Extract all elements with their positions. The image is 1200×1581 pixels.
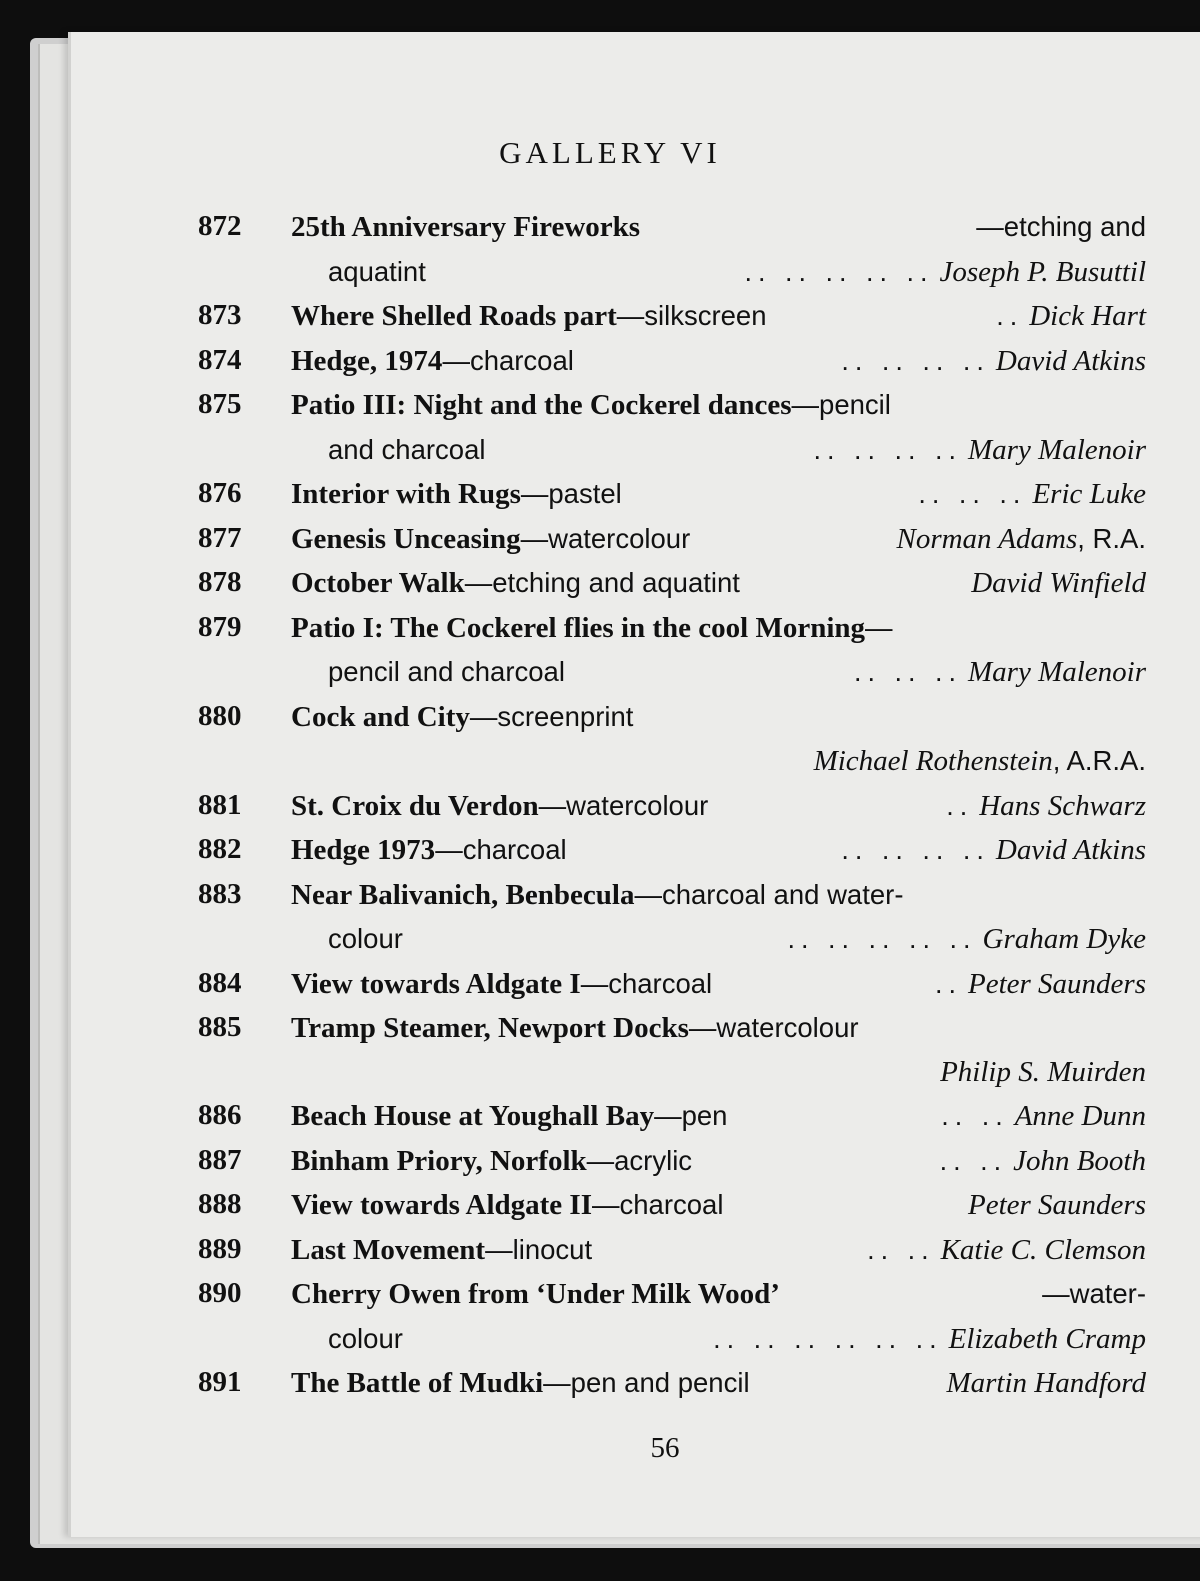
entry-medium: —charcoal [435, 834, 567, 865]
entry-artist: Anne Dunn [1014, 1100, 1146, 1132]
entry-number: 889 [198, 1232, 242, 1265]
entry-medium: —screenprint [469, 700, 634, 732]
entry-title: Near Balivanich, Benbecula [291, 878, 635, 911]
catalogue-entry [198, 1183, 1146, 1228]
entry-artist: Graham Dyke [982, 923, 1146, 955]
entry-continuation-line [328, 917, 1146, 962]
entry-title: 25th Anniversary Fireworks [291, 211, 641, 243]
entry-medium: —charcoal [580, 967, 713, 999]
entry-first-line [291, 1183, 1146, 1228]
dot-leader: .. [996, 301, 1024, 331]
entry-artist: Philip S. Muirden [940, 1055, 1146, 1088]
entry-number: 875 [198, 388, 242, 420]
catalogue-entry [198, 1139, 1146, 1184]
dot-leader: .. .. [939, 1145, 1008, 1176]
entry-first-line [291, 517, 1146, 562]
entry-continuation-line [328, 250, 1146, 295]
entry-number: 872 [198, 210, 242, 242]
entry-number: 878 [198, 566, 242, 598]
entry-title: Hedge 1973 [291, 834, 436, 866]
dot-leader: .. .. .. [918, 479, 1027, 509]
entry-title: St. Croix du Verdon [291, 789, 539, 822]
dot-leader: .. [946, 790, 974, 821]
entry-artist: John Booth [1013, 1144, 1146, 1177]
dot-leader: .. [934, 968, 962, 999]
entry-first-line [291, 1361, 1146, 1406]
catalogue-entry [198, 962, 1146, 1007]
entry-medium: —charcoal [592, 1189, 724, 1220]
entry-title: Patio III: Night and the Cockerel dances [291, 389, 792, 421]
entry-medium: —pen [654, 1100, 728, 1131]
entry-artist: Hans Schwarz [979, 789, 1146, 822]
entry-artist: David Atkins [995, 344, 1146, 377]
entry-first-line [291, 339, 1146, 384]
catalogue-entry [198, 561, 1146, 606]
entry-number: 873 [198, 299, 242, 331]
catalogue-entry [198, 472, 1146, 517]
entry-number: 884 [198, 966, 242, 999]
dot-leader: .. .. .. .. .. [787, 924, 977, 954]
entry-artist: Joseph P. Busuttil [939, 255, 1146, 288]
entry-number: 886 [198, 1099, 242, 1131]
entry-medium: —watercolour [688, 1012, 859, 1043]
entry-artist: Katie C. Clemson [940, 1233, 1146, 1266]
catalogue-entry [198, 1006, 1146, 1094]
catalogue-entry [198, 1272, 1146, 1361]
entry-first-line [291, 1006, 1146, 1051]
entry-medium: —etching and [976, 211, 1146, 242]
entry-artist: Norman Adams [896, 522, 1078, 555]
entry-first-line [291, 873, 1146, 918]
entry-continuation-line [328, 1317, 1146, 1362]
catalogue-entry-list [198, 205, 1146, 1406]
catalogue-entry [198, 784, 1146, 829]
entry-first-line [291, 1139, 1146, 1184]
catalogue-entry [198, 339, 1146, 384]
entry-first-line [291, 606, 1146, 651]
entry-number: 880 [198, 699, 242, 732]
entry-title: Patio I: The Cockerel flies in the cool Morning [291, 611, 866, 644]
entry-first-line [291, 1272, 1146, 1317]
catalogue-entry [198, 695, 1146, 784]
entry-medium-continued: pencil and charcoal [328, 656, 565, 687]
entry-first-line [291, 1228, 1146, 1273]
dot-leader: .. .. .. .. [841, 835, 990, 865]
catalogue-entry [198, 1228, 1146, 1273]
entry-first-line [291, 472, 1146, 517]
entry-number: 888 [198, 1188, 242, 1220]
entry-artist-line [328, 1051, 1146, 1095]
entry-title: Binham Priory, Norfolk [291, 1144, 587, 1177]
entry-artist-line [328, 739, 1146, 784]
entry-first-line [291, 294, 1146, 339]
dot-leader: .. .. .. .. .. .. [713, 1323, 943, 1354]
entry-artist: Dick Hart [1029, 300, 1146, 332]
catalogue-entry [198, 828, 1146, 873]
entry-medium: —watercolour [520, 522, 691, 554]
entry-title: View towards Aldgate II [291, 1189, 593, 1221]
entry-medium: —pencil [791, 389, 891, 420]
entry-artist: Martin Handford [946, 1367, 1146, 1399]
entry-artist: Michael Rothenstein [813, 745, 1053, 777]
entry-title: Interior with Rugs [291, 478, 521, 510]
page-number: 56 [650, 1432, 680, 1464]
entry-medium: —pen and pencil [543, 1367, 750, 1398]
entry-number: 879 [198, 610, 242, 643]
entry-artist: Eric Luke [1032, 478, 1146, 510]
catalogue-entry [198, 1361, 1146, 1406]
entry-medium: —etching and aquatint [464, 567, 740, 598]
catalogue-entry [198, 294, 1146, 339]
catalogue-entry [198, 205, 1146, 294]
entry-title: Beach House at Youghall Bay [291, 1100, 655, 1132]
entry-first-line [291, 695, 1146, 740]
entry-medium-continued: colour [328, 923, 403, 954]
entry-medium: —charcoal and water- [634, 878, 904, 910]
entry-title: Where Shelled Roads part [291, 300, 617, 332]
entry-continuation-line [328, 428, 1146, 473]
catalogue-entry [198, 1094, 1146, 1139]
entry-first-line [291, 383, 1146, 428]
entry-medium: —silkscreen [616, 300, 767, 331]
gallery-title: GALLERY VI [499, 135, 721, 170]
entry-medium: —charcoal [442, 344, 574, 376]
entry-first-line [291, 962, 1146, 1007]
entry-number: 877 [198, 521, 242, 554]
entry-artist: David Atkins [995, 834, 1146, 866]
entry-number: 876 [198, 477, 242, 509]
entry-number: 874 [198, 343, 242, 376]
entry-first-line [291, 828, 1146, 873]
dot-leader: .. .. .. .. .. [744, 256, 934, 287]
entry-number: 882 [198, 833, 242, 865]
entry-title: Hedge, 1974 [291, 344, 443, 377]
entry-artist: Elizabeth Cramp [948, 1322, 1146, 1355]
entry-number: 885 [198, 1011, 242, 1043]
entry-title: Cherry Owen from ‘Under Milk Wood’ [291, 1278, 780, 1310]
entry-title: View towards Aldgate I [291, 967, 581, 1000]
entry-title: Genesis Unceasing [291, 522, 521, 555]
catalogue-entry [198, 517, 1146, 562]
dot-leader: .. .. .. [853, 657, 962, 687]
entry-medium: —pastel [520, 478, 622, 509]
entry-title: The Battle of Mudki [291, 1367, 544, 1399]
entry-first-line [291, 561, 1146, 606]
entry-medium: —watercolour [538, 789, 709, 821]
dot-leader: .. .. [941, 1101, 1009, 1131]
entry-number: 881 [198, 788, 242, 821]
entry-artist: Peter Saunders [968, 1189, 1146, 1221]
dot-leader: .. .. .. .. [841, 345, 990, 376]
entry-medium: — [865, 611, 893, 643]
entry-title: Cock and City [291, 700, 470, 733]
entry-medium: —water- [1042, 1278, 1146, 1309]
entry-first-line [291, 784, 1146, 829]
entry-first-line [291, 205, 1146, 250]
entry-medium: —linocut [485, 1233, 593, 1265]
catalogue-entry [198, 606, 1146, 695]
artist-honours: , R.A. [1077, 522, 1146, 554]
entry-medium: —acrylic [586, 1144, 693, 1176]
entry-number: 890 [198, 1277, 242, 1309]
entry-title: Last Movement [291, 1233, 486, 1266]
entry-continuation-line [328, 650, 1146, 695]
entry-first-line [291, 1094, 1146, 1139]
entry-number: 883 [198, 877, 242, 910]
dot-leader: .. .. [867, 1234, 935, 1265]
entry-title: Tramp Steamer, Newport Docks [291, 1012, 689, 1044]
entry-medium-continued: aquatint [328, 255, 426, 287]
entry-number: 887 [198, 1143, 242, 1176]
entry-artist: David Winfield [971, 567, 1146, 599]
entry-title: October Walk [291, 567, 465, 599]
artist-honours: , A.R.A. [1052, 745, 1146, 776]
entry-artist: Mary Malenoir [968, 433, 1146, 466]
catalogue-entry [198, 383, 1146, 472]
entry-artist: Peter Saunders [968, 967, 1146, 1000]
catalogue-entry [198, 873, 1146, 962]
entry-medium-continued: colour [328, 1322, 403, 1354]
dot-leader: .. .. .. .. [813, 434, 962, 465]
entry-medium-continued: and charcoal [328, 433, 486, 465]
entry-number: 891 [198, 1366, 242, 1398]
entry-artist: Mary Malenoir [968, 656, 1146, 688]
